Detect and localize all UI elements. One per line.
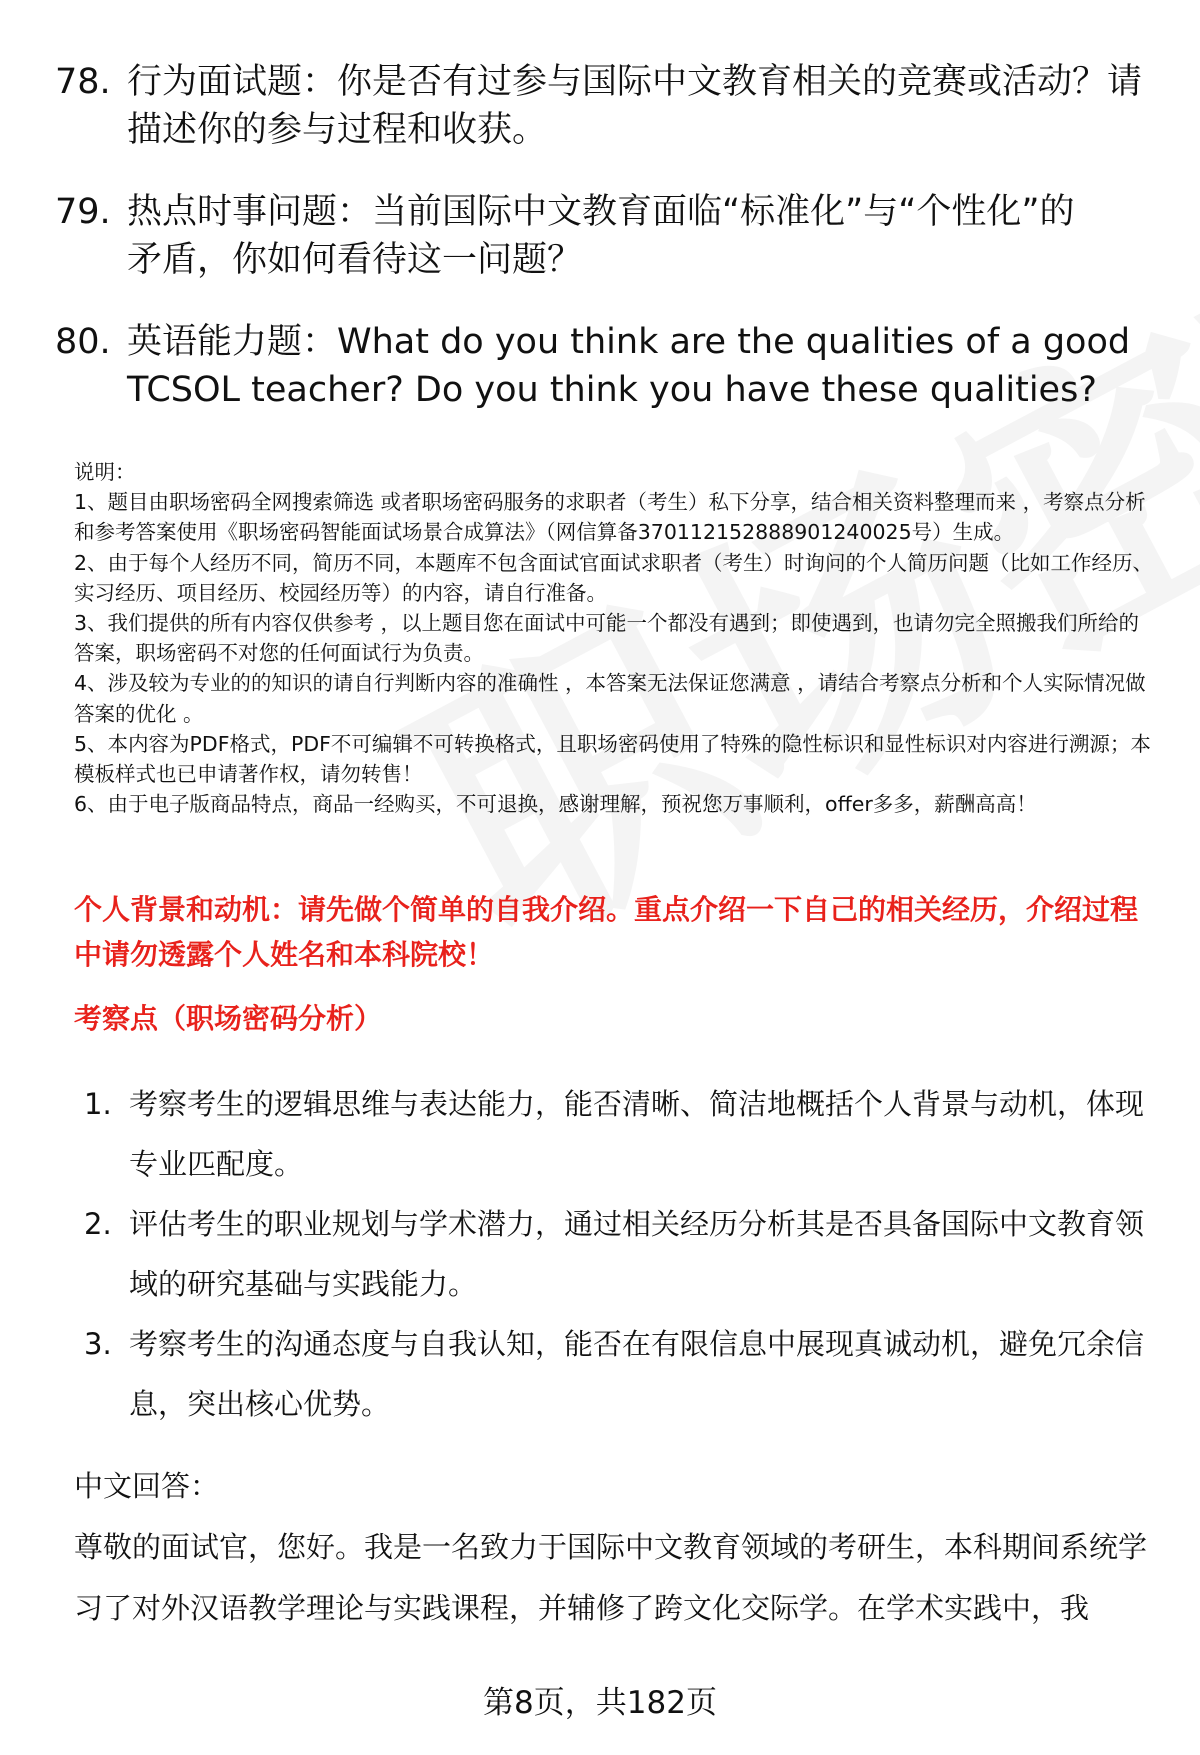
note-item: 2、由于每个人经历不同，简历不同，本题库不包含面试官面试求职者（考生）时询问的个人简历问题（比如工作经历、实习经历、项目经历、校园经历等）的内容，请自行准备。 xyxy=(74,550,1154,605)
point-text: 考察考生的逻辑思维与表达能力，能否清晰、简洁地概括个人背景与动机，体现专业匹配度。 xyxy=(129,1087,1145,1181)
answer-text: 尊敬的面试官，您好。我是一名致力于国际中文教育领域的考研生，本科期间系统学习了对外汉语教学理论与实践课程，并辅修了跨文化交际学。在学术实践中，我 xyxy=(74,1530,1148,1625)
assessment-point xyxy=(84,1074,1164,1194)
question-item xyxy=(55,318,1155,414)
point-number: 3. xyxy=(84,1327,112,1361)
section-heading: 个人背景和动机：请先做个简单的自我介绍。重点介绍一下自己的相关经历，介绍过程中请勿透露个人姓名和本科院校！ xyxy=(74,893,1139,971)
question-number: 78. xyxy=(55,62,111,102)
answer-label: 中文回答： xyxy=(74,1469,220,1503)
notes-title: 说明： xyxy=(74,460,136,484)
question-text: 英语能力题：What do you think are the qualities of a good TCSOL teacher? Do you think you have these qualities? xyxy=(127,322,1131,410)
assessment-point xyxy=(84,1194,1164,1314)
question-list xyxy=(55,58,1155,448)
note-item: 6、由于电子版商品特点，商品一经购买，不可退换，感谢理解，预祝您万事顺利，offer多多，薪酬高高！ xyxy=(74,792,1037,817)
question-item xyxy=(55,58,1155,154)
point-number: 2. xyxy=(84,1207,112,1241)
assessment-point xyxy=(84,1314,1164,1434)
note-item: 5、本内容为PDF格式，PDF不可编辑不可转换格式，且职场密码使用了特殊的隐性标识和显性标识对内容进行溯源；本模板样式也已申请著作权，请勿转售！ xyxy=(74,731,1151,787)
point-number: 1. xyxy=(84,1087,112,1121)
question-number: 79. xyxy=(55,192,111,232)
notes-section xyxy=(74,457,1159,819)
point-text: 评估考生的职业规划与学术潜力，通过相关经历分析其是否具备国际中文教育领域的研究基础与实践能力。 xyxy=(129,1207,1145,1301)
note-item: 1、题目由职场密码全网搜索筛选 或者职场密码服务的求职者（考生）私下分享，结合相关资料整理而来 ，考察点分析和参考答案使用《职场密码智能面试场景合成算法》（网信算备370112152888901240025号）生成。 xyxy=(74,490,1146,545)
point-text: 考察考生的沟通态度与自我认知，能否在有限信息中展现真诚动机，避免冗余信息，突出核心优势。 xyxy=(129,1327,1145,1421)
section-subheading: 考察点（职场密码分析） xyxy=(74,1002,383,1035)
note-item: 3、我们提供的所有内容仅供参考 ，以上题目您在面试中可能一个都没有遇到；即使遇到，也请勿完全照搬我们所给的答案，职场密码不对您的任何面试行为负责。 xyxy=(74,611,1140,666)
question-item xyxy=(55,188,1155,284)
assessment-points xyxy=(84,1074,1164,1434)
question-number: 80. xyxy=(55,322,111,362)
note-item: 4、涉及较为专业的的知识的请自行判断内容的准确性 ，本答案无法保证您满意 ，请结合考察点分析和个人实际情况做答案的优化 。 xyxy=(74,671,1146,726)
page-footer: 第8页，共182页 xyxy=(483,1685,717,1721)
question-text: 热点时事问题：当前国际中文教育面临“标准化”与“个性化”的矛盾，你如何看待这一问题？ xyxy=(127,192,1075,280)
question-text: 行为面试题：你是否有过参与国际中文教育相关的竞赛或活动？请描述你的参与过程和收获。 xyxy=(127,62,1143,150)
